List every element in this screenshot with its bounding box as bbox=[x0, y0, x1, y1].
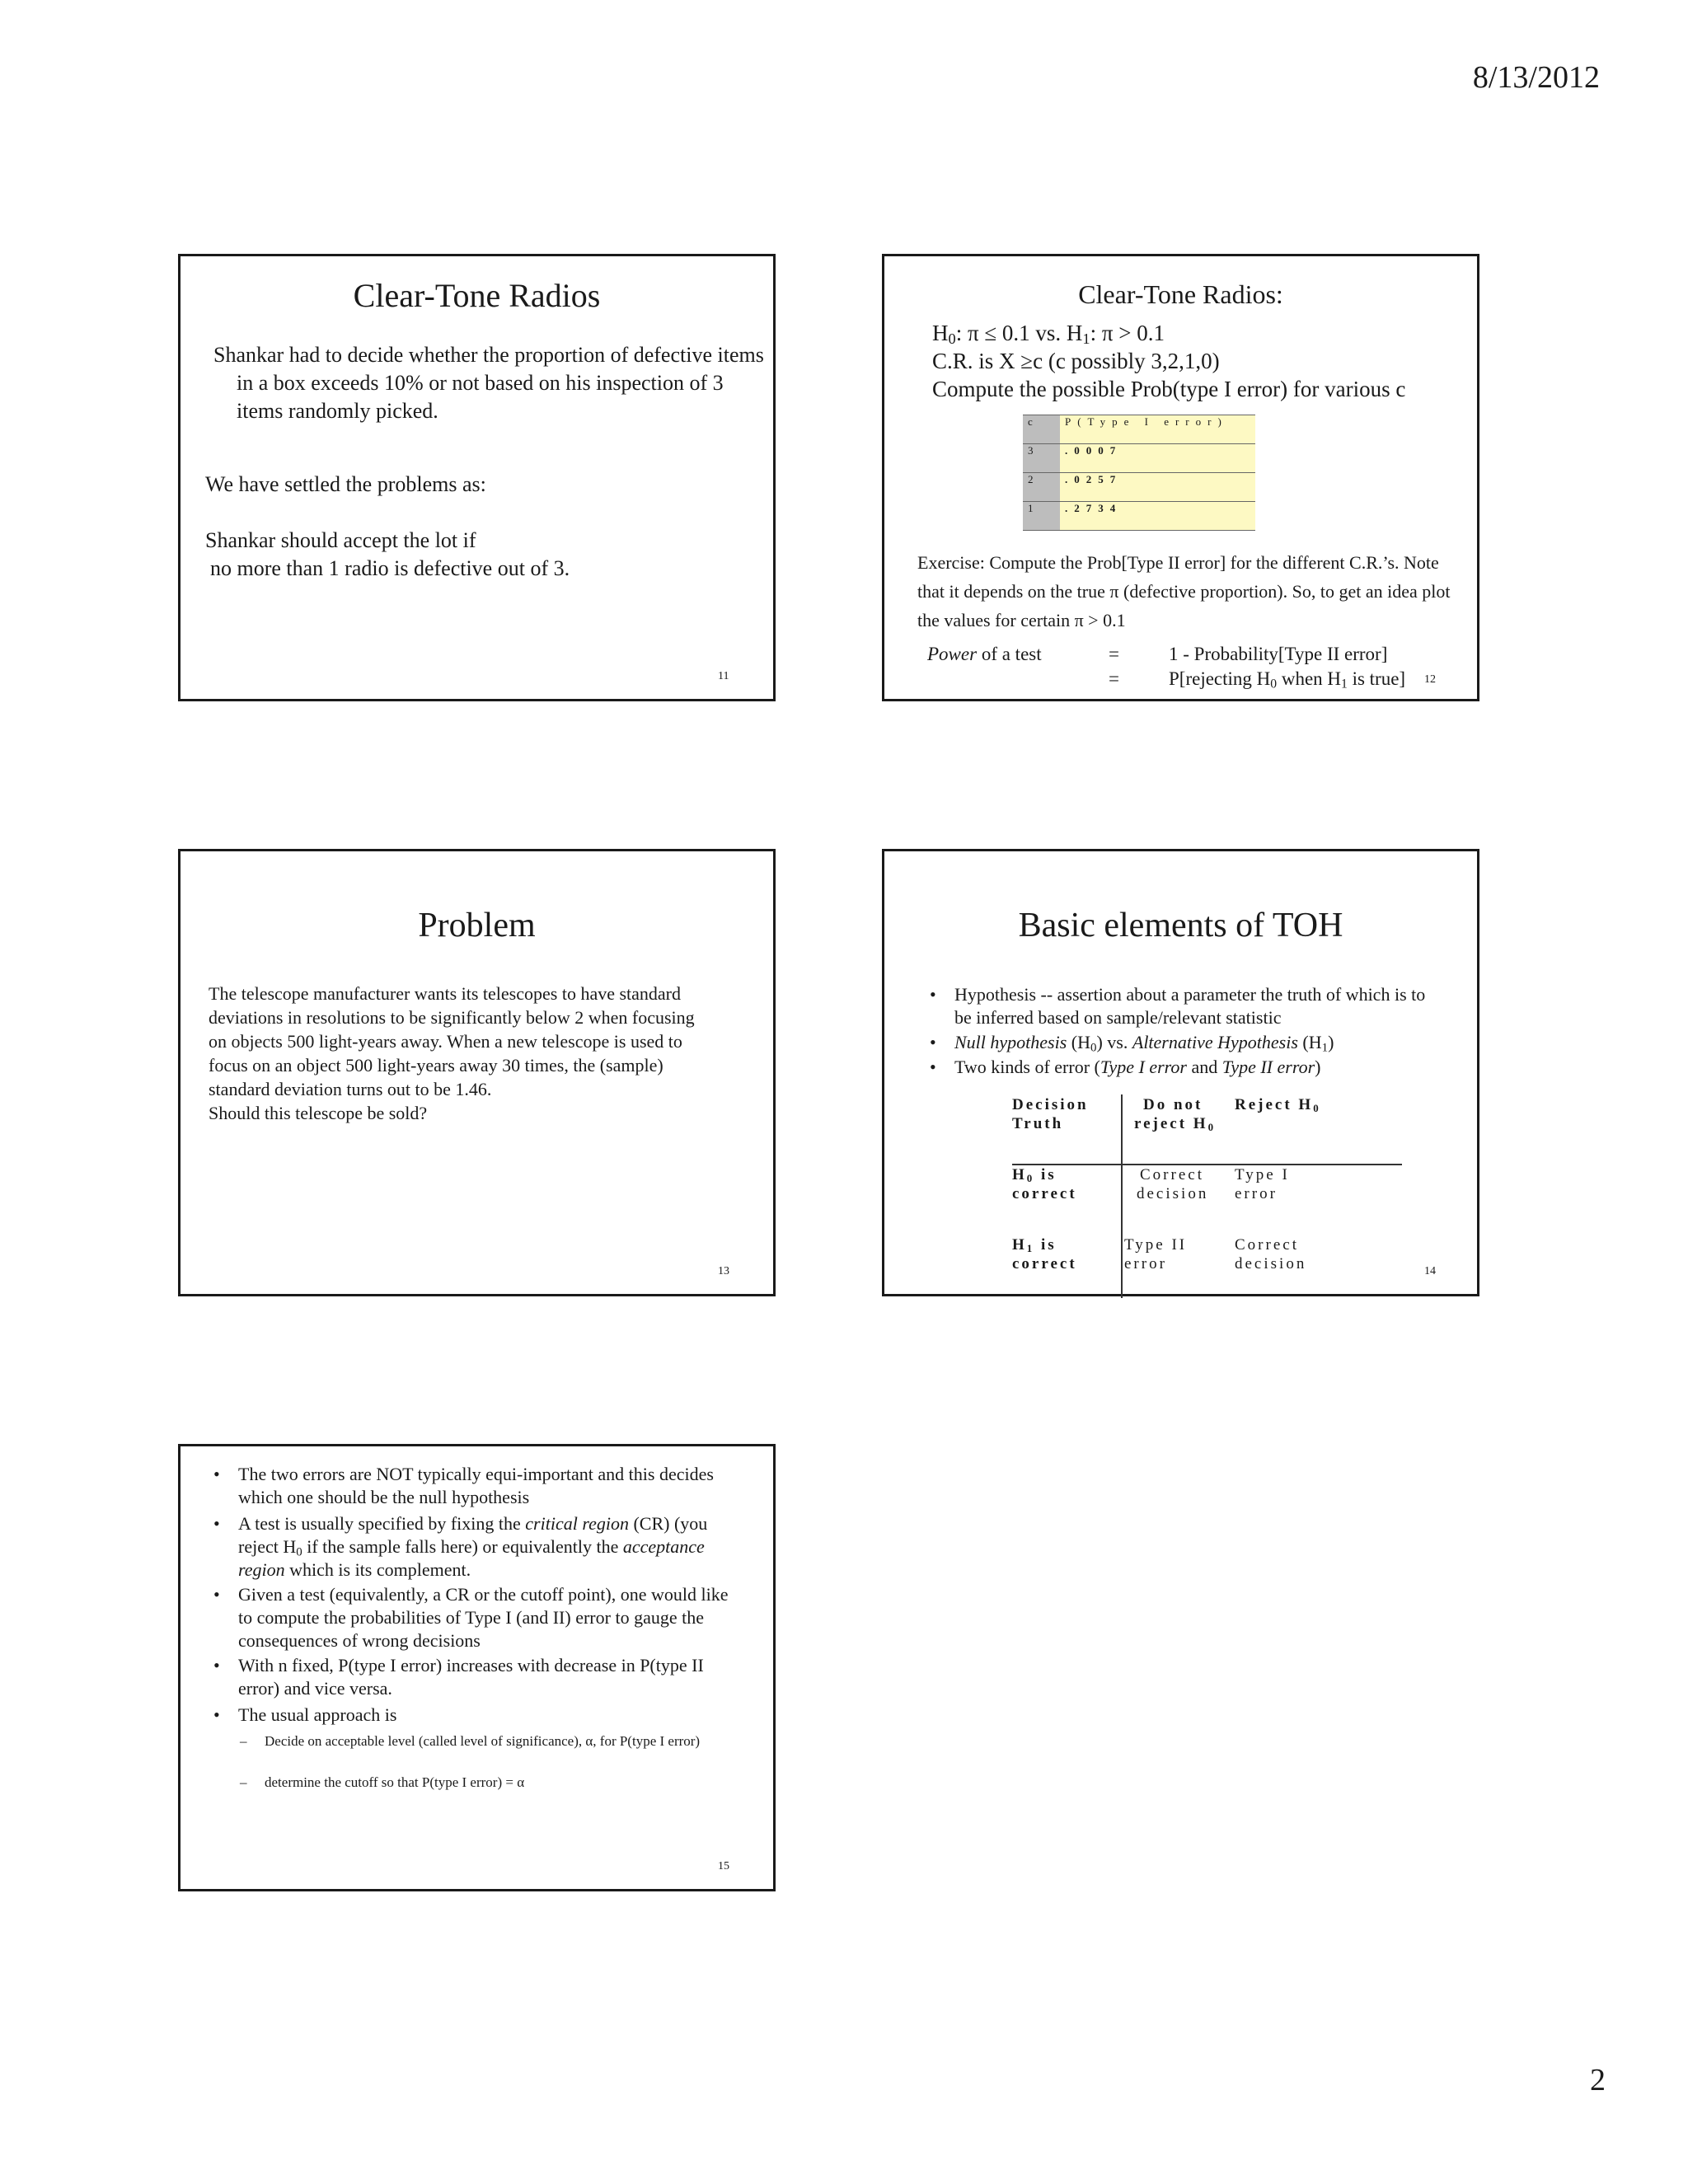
accept-rule-line: no more than 1 radio is defective out of 3. bbox=[210, 556, 570, 580]
power-label: Power of a test bbox=[927, 644, 1042, 664]
reject-header: Reject $H_0$ bbox=[1235, 1096, 1321, 1114]
bullet-icon: • bbox=[930, 984, 936, 1005]
decision-header: Decision bbox=[1012, 1096, 1089, 1113]
sub-bullet-significance: – Decide on acceptable level (called level of significance), α, for P(type I error) bbox=[240, 1732, 743, 1751]
bullet-error-kinds: • Two kinds of error (Type I error and Type II error) bbox=[930, 1057, 1321, 1077]
cell-correct-decision: Correct bbox=[1140, 1166, 1204, 1183]
table-cell: .0257 bbox=[1060, 473, 1255, 502]
table-cell: 2 bbox=[1023, 473, 1060, 502]
table-cell: .0007 bbox=[1060, 444, 1255, 473]
slide-14 bbox=[882, 849, 1479, 1296]
cell-type1-error: Type I bbox=[1235, 1166, 1290, 1183]
type1-error-table bbox=[1023, 415, 1255, 531]
table-row bbox=[1023, 502, 1255, 531]
text-line: standard deviation turns out to be 1.46. bbox=[209, 1079, 492, 1099]
h1-row-label: $H_1$ is bbox=[1012, 1236, 1057, 1254]
bullet-icon: • bbox=[930, 1032, 936, 1052]
cell-correct-decision-2: decision bbox=[1137, 1185, 1209, 1202]
dash-icon: – bbox=[240, 1774, 247, 1790]
bullet-icon: • bbox=[213, 1704, 220, 1725]
slide-title: Clear-Tone Radios: bbox=[1078, 279, 1283, 309]
power-definition-1: 1 - Probability[Type II error] bbox=[1169, 644, 1388, 664]
page-number: 2 bbox=[1590, 2063, 1606, 2097]
truth-header: Truth bbox=[1012, 1115, 1064, 1132]
cell-type2-error-2: error bbox=[1124, 1255, 1167, 1272]
bullet-icon: • bbox=[213, 1584, 220, 1605]
cell-type1-error-2: error bbox=[1235, 1185, 1278, 1202]
table-header-prob: P(Type I error) bbox=[1060, 415, 1255, 444]
bullet-icon: • bbox=[213, 1655, 220, 1675]
bullet-given-test: • Given a test (equivalently, a CR or the cutoff point), one would like to compute the probabilities of Type I (and II) error to gauge the consequences of wrong decisions bbox=[213, 1584, 729, 1651]
bullet-critical-region: • A test is usually specified by fixing the critical region (CR) (you reject $H_0$ if the sample falls here) or equivalently the acceptance region which is its complement. bbox=[213, 1513, 708, 1580]
header-date: 8/13/2012 bbox=[1472, 60, 1600, 95]
slide-title: Clear-Tone Radios bbox=[353, 277, 601, 314]
cell-correct-decision-2: decision bbox=[1235, 1255, 1307, 1272]
equals-sign: = bbox=[1109, 644, 1119, 664]
bullet-usual-approach: • The usual approach is bbox=[213, 1704, 397, 1725]
table-cell: 3 bbox=[1023, 444, 1060, 473]
hypotheses-line: $H_0$: π ≤ 0.1 vs. $H_1$: π > 0.1 bbox=[932, 321, 1165, 348]
text-line: Should this telescope be sold? bbox=[209, 1103, 428, 1123]
slide-number: 15 bbox=[718, 1860, 729, 1872]
text-line: deviations in resolutions to be significantly below 2 when focusing bbox=[209, 1007, 695, 1028]
bullet-icon: • bbox=[213, 1464, 220, 1484]
slide-12 bbox=[882, 254, 1479, 701]
slide-title: Basic elements of TOH bbox=[1018, 907, 1343, 944]
table-divider-vertical bbox=[1121, 1094, 1123, 1298]
table-row bbox=[1023, 444, 1255, 473]
h0-row-label: $H_0$ is bbox=[1012, 1166, 1057, 1184]
bullet-icon: • bbox=[930, 1057, 936, 1077]
do-not-reject-header-2: reject $H_0$ bbox=[1134, 1115, 1217, 1133]
table-divider-horizontal bbox=[1012, 1164, 1402, 1165]
text-line: focus on an object 500 light-years away 30 times, the (sample) bbox=[209, 1055, 663, 1076]
slide-number: 12 bbox=[1424, 673, 1436, 686]
dash-icon: – bbox=[240, 1733, 247, 1749]
text-line: on objects 500 light-years away. When a new telescope is used to bbox=[209, 1031, 682, 1052]
slide-15 bbox=[178, 1444, 776, 1891]
slide-title: Problem bbox=[418, 907, 536, 944]
table-header-c: c bbox=[1023, 415, 1060, 444]
bullet-hypothesis: • Hypothesis -- assertion about a parameter the truth of which is to be inferred based on sample/relevant statistic bbox=[930, 984, 1426, 1028]
cell-type2-error: Type II bbox=[1124, 1236, 1188, 1254]
slide-11 bbox=[178, 254, 776, 701]
equals-sign: = bbox=[1109, 668, 1119, 689]
intro-paragraph: Shankar had to decide whether the proportion of defective items in a box exceeds 10% or not based on his inspection of 3 items randomly picked. bbox=[213, 343, 764, 423]
exercise-paragraph: Exercise: Compute the Prob[Type II error] for the different C.R.’s. Note that it depends on the true π (defective proportion). So, to get an idea plot the values for certain π > 0.1 bbox=[917, 552, 1451, 630]
slide-number: 13 bbox=[718, 1265, 729, 1277]
sub-bullet-cutoff: – determine the cutoff so that P(type I error) = α bbox=[240, 1773, 743, 1793]
cell-correct-decision: Correct bbox=[1235, 1236, 1299, 1254]
slide-13 bbox=[178, 849, 776, 1296]
bullet-icon: • bbox=[213, 1513, 220, 1534]
critical-region-line: C.R. is X ≥c (c possibly 3,2,1,0) bbox=[932, 349, 1220, 373]
power-definition-2: P[rejecting $H_0$ when $H_1$ is true] bbox=[1169, 668, 1406, 691]
table-header-row bbox=[1023, 415, 1255, 444]
table-cell: 1 bbox=[1023, 502, 1060, 531]
bullet-errors-importance: • The two errors are NOT typically equi-important and this decides which one should be the null hypothesis bbox=[213, 1464, 714, 1507]
slide-number: 11 bbox=[718, 670, 729, 682]
do-not-reject-header: Do not bbox=[1143, 1096, 1203, 1113]
slide-number: 14 bbox=[1424, 1265, 1436, 1277]
table-cell: .2734 bbox=[1060, 502, 1255, 531]
settled-line: We have settled the problems as: bbox=[205, 472, 486, 496]
accept-line: Shankar should accept the lot if bbox=[205, 528, 476, 552]
bullet-null-alt: • Null hypothesis $(H_0)$ vs. Alternative Hypothesis $(H_1)$ bbox=[930, 1032, 1334, 1055]
h1-row-label-2: correct bbox=[1012, 1255, 1077, 1272]
h0-row-label-2: correct bbox=[1012, 1185, 1077, 1202]
problem-text bbox=[209, 982, 744, 1125]
table-row bbox=[1023, 473, 1255, 502]
bullet-n-fixed: • With n fixed, P(type I error) increases with decrease in P(type II error) and vice versa. bbox=[213, 1655, 704, 1699]
text-line: The telescope manufacturer wants its telescopes to have standard bbox=[209, 983, 681, 1004]
compute-line: Compute the possible Prob(type I error) for various c bbox=[932, 377, 1406, 401]
